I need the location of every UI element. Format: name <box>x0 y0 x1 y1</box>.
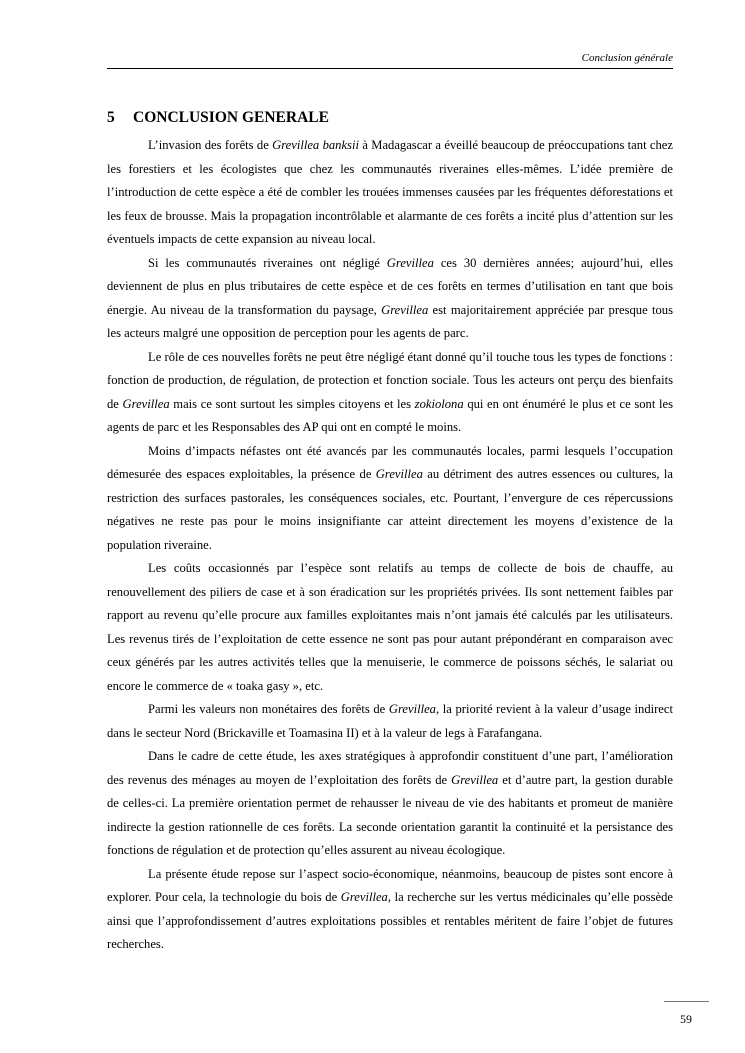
paragraph: Les coûts occasionnés par l’espèce sont relatifs au temps de collecte de bois de chauffe, au renouvellement des piliers de case et à son éradication sur les propriétés privées. Ils sont nettement faibles par rapport au revenu qu’elle procure aux familles exploitantes mais n’ont jamais été calculés par les utilisateurs. Les revenus tirés de l’exploitation de cette essence ne sont pas pour autant prépondérant en comparaison avec ceux générés par les autres activités telles que la menuiserie, le commerce de poissons séchés, le salariat ou encore le commerce de « toaka gasy », etc. <box>107 561 673 693</box>
italic-term: Grevillea <box>451 772 499 787</box>
page-number: 59 <box>680 1012 692 1026</box>
italic-term: Grevillea <box>386 255 434 270</box>
running-header-title: Conclusion générale <box>581 52 673 64</box>
section-heading <box>107 109 329 127</box>
paragraph: Moins d’impacts néfastes ont été avancés par les communautés locales, parmi lesquels l’occupation démesurée des espaces exploitables, la présence de Grevillea au détriment des autres essences ou cultures, la restriction des surfaces pastorales, les conséquences sociales, etc. Pourtant, l’envergure de ces répercussions négatives ne reste pas pour le moins insignifiante car atteint directement les moyens d’existence de la population riveraine. <box>107 443 674 552</box>
italic-term: Grevillea <box>122 396 170 411</box>
footer-rule <box>664 1001 709 1002</box>
paragraph: Si les communautés riveraines ont négligé Grevillea ces 30 dernières années; aujourd’hui, elles deviennent de plus en plus tributaires de cette espèce et de ces forêts en termes d’utilisation en tant que bois énergie. Au niveau de la transformation du paysage, Grevillea est majoritairement appréciée par presque tous les acteurs malgré une opposition de perception pour les agents de parc. <box>107 255 674 340</box>
italic-term: Grevillea <box>340 890 388 904</box>
italic-term: Grevillea <box>375 467 423 481</box>
header-rule <box>107 68 673 69</box>
body-text <box>107 134 673 957</box>
italic-term: Grevillea banksii <box>272 138 359 152</box>
paragraph: La présente étude repose sur l’aspect socio-économique, néanmoins, beaucoup de pistes sont encore à explorer. Pour cela, la technologie du bois de Grevillea, la recherche sur les vertus médicinales qu’elle possède ainsi que l’approfondissement d’autres exploitations possibles et rentables méritent de faire l’objet de futures recherches. <box>107 866 673 951</box>
section-title: CONCLUSION GENERALE <box>133 109 329 126</box>
section-number: 5 <box>107 109 115 126</box>
italic-term: Grevillea, <box>388 702 440 716</box>
paragraph: Dans le cadre de cette étude, les axes stratégiques à approfondir constituent d’une part, l’amélioration des revenus des ménages au moyen de l’exploitation des forêts de Grevillea et d’autre part, la gestion durable de celles-ci. La première orientation permet de rehausser le niveau de vie des habitants et promeut de manière indirecte la gestion rationnelle de ces forêts. La seconde orientation garantit la continuité et la persistance des fonctions de régulation et de protection qu’elles assurent au niveau écologique. <box>107 749 673 857</box>
italic-term: Grevillea <box>381 302 429 317</box>
italic-term: zokiolona <box>414 396 464 411</box>
paragraph: Le rôle de ces nouvelles forêts ne peut être négligé étant donné qu’il touche tous les types de fonctions : fonction de production, de régulation, de protection et fonction sociale. Tous les acteurs ont perçu des bienfaits de Grevillea mais ce sont surtout les simples citoyens et les zokiolona qui en ont énuméré le plus et ce sont les agents de parc et les Responsables des AP qui ont en compté le moins. <box>107 349 673 434</box>
paragraph: Parmi les valeurs non monétaires des forêts de Grevillea, la priorité revient à la valeur d’usage indirect dans le secteur Nord (Brickaville et Toamasina II) et à la valeur de legs à Farafangana. <box>107 702 673 740</box>
paragraph: L’invasion des forêts de Grevillea banksii à Madagascar a éveillé beaucoup de préoccupations tant chez les forestiers et les écologistes que chez les communautés riveraines elles-mêmes. L’idée première de l’introduction de cette espèce a été de combler les trouées immenses causées par les fréquentes déforestations et les feux de brousse. Mais la propagation incontrôlable et alarmante de ces forêts a incité plus d’attention sur les éventuels impacts de cette expansion au niveau local. <box>107 138 673 246</box>
